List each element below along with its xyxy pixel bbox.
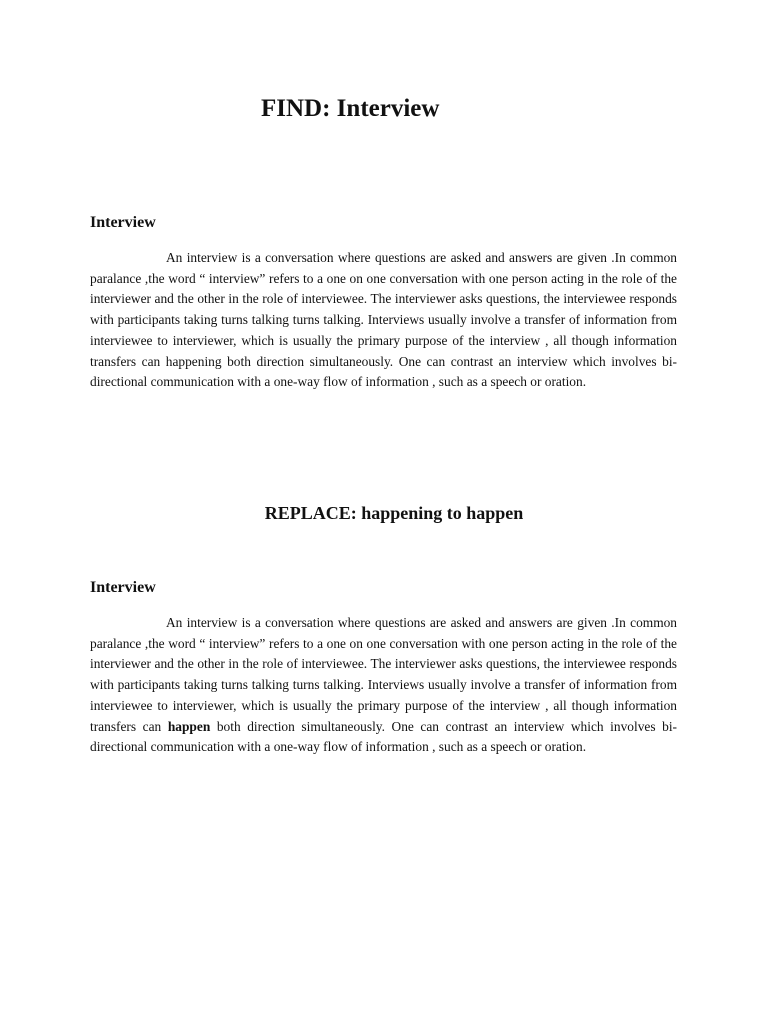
replaced-word-highlight: happen xyxy=(167,718,211,734)
find-heading: FIND: Interview xyxy=(261,95,440,122)
replace-heading: REPLACE: happening to happen xyxy=(264,503,524,523)
section-title-replaced: Interview xyxy=(90,579,156,596)
original-paragraph xyxy=(90,248,677,393)
section-title-original: Interview xyxy=(90,214,156,231)
replaced-paragraph xyxy=(90,613,677,758)
replaced-paragraph-text-before: An interview is a conversation where questions are asked and answers are given .In common paralance ,the word “ interview” refers to a one on one conversation with one person acting in the role of the interviewer and the other in the role of interviewee. The interviewer asks questions, the interviewee responds with participants taking turns talking turns talking. Interviews usually involve a transfer of information from interviewee to interviewer, which is usually the primary purpose of the interview , all though information transfers can xyxy=(90,615,677,734)
replaced-paragraph-text-after: both direction simultaneously. One can contrast an interview which involves bi-directional communication with a one-way flow of information , such as a speech or oration. xyxy=(90,718,677,755)
original-paragraph-text: An interview is a conversation where questions are asked and answers are given .In common paralance ,the word “ interview” refers to a one on one conversation with one person acting in the role of the interviewer and the other in the role of interviewee. The interviewer asks questions, the interviewee responds with participants taking turns talking turns talking. Interviews usually involve a transfer of information from interviewee to interviewer, which is usually the primary purpose of the interview , all though information transfers can happening both direction simultaneously. One can contrast an interview which involves bi-directional communication with a one-way flow of information , such as a speech or oration. xyxy=(90,250,677,390)
